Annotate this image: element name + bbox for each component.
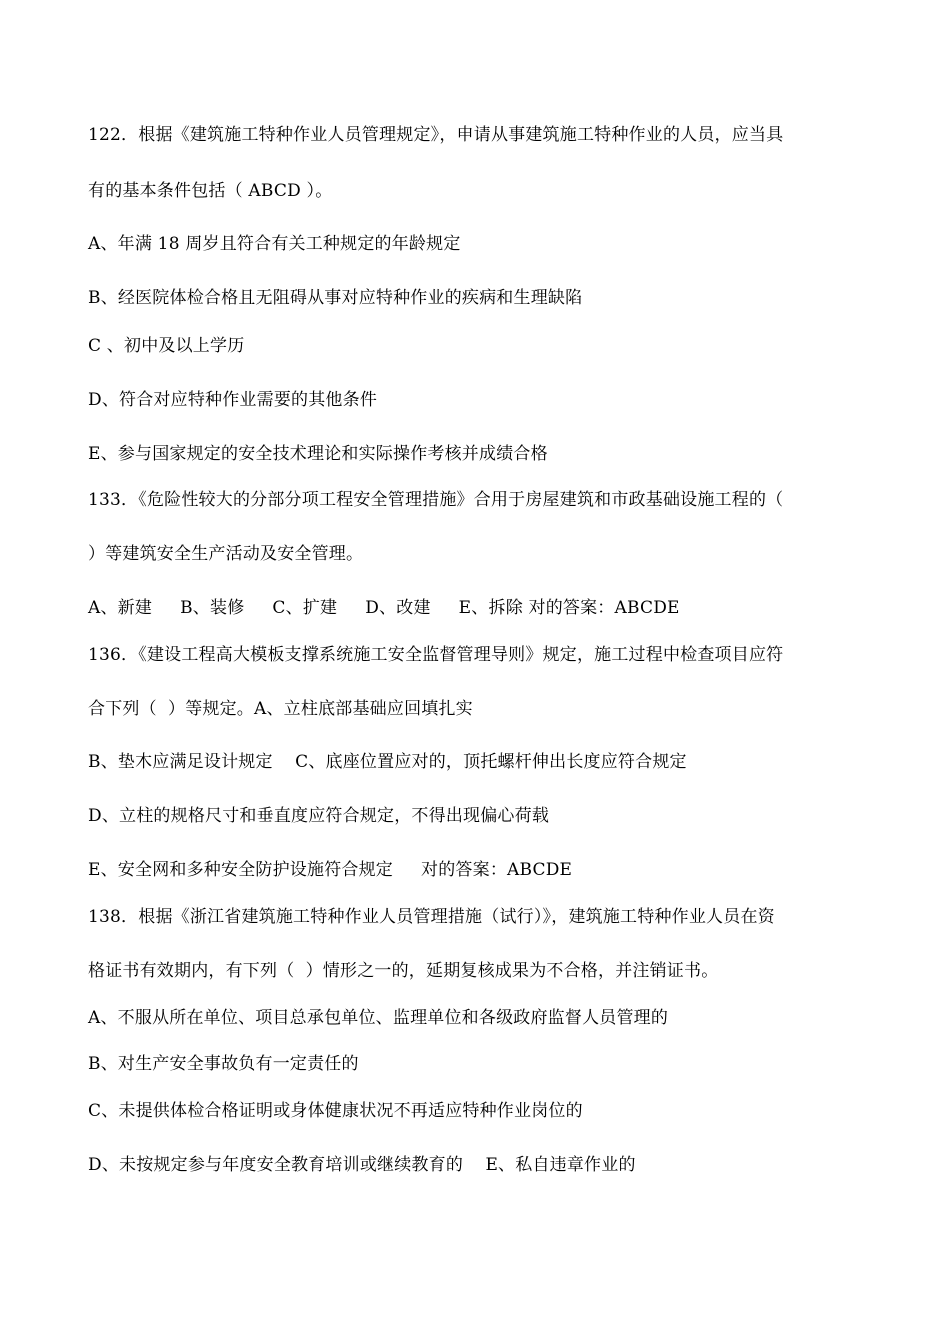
question-136-option-e: E、安全网和多种安全防护设施符合规定 对的答案：ABCDE [88,860,573,880]
question-122-line-1: 122．根据《建筑施工特种作业人员管理规定》，申请从事建筑施工特种作业的人员，应当具 [88,125,784,145]
question-133-line-1: 133．《危险性较大的分部分项工程安全管理措施》合用于房屋建筑和市政基础设施工程的（ [88,490,784,510]
question-122-option-c: C 、初中及以上学历 [88,336,245,356]
question-133-options: A、新建 B、装修 C、扩建 D、改建 E、拆除 对的答案：ABCDE [88,598,680,618]
question-136-line-1: 136．《建设工程高大模板支撑系统施工安全监督管理导则》规定，施工过程中检查项目应符 [88,645,784,665]
question-138-line-1: 138．根据《浙江省建筑施工特种作业人员管理措施（试行）》，建筑施工特种作业人员在资 [88,907,775,927]
question-136-option-d: D、立柱的规格尺寸和垂直度应符合规定，不得出现偏心荷载 [88,806,550,826]
question-138-options-de: D、未按规定参与年度安全教育培训或继续教育的 E、私自违章作业的 [88,1155,636,1175]
question-138-line-2: 格证书有效期内，有下列（ ）情形之一的，延期复核成果为不合格，并注销证书。 [88,961,719,981]
question-122-line-2: 有的基本条件包括（ ABCD ）。 [88,181,333,201]
question-136-options-bc: B、垫木应满足设计规定 C、底座位置应对的，顶托螺杆伸出长度应符合规定 [88,752,687,772]
question-138-option-a: A、不服从所在单位、项目总承包单位、监理单位和各级政府监督人员管理的 [88,1008,669,1028]
question-138-option-b: B、对生产安全事故负有一定责任的 [88,1054,359,1074]
question-122-option-a: A、年满 18 周岁且符合有关工种规定的年龄规定 [88,234,461,254]
question-136-line-2: 合下列（ ）等规定。A、立柱底部基础应回填扎实 [88,699,473,719]
question-138-option-c: C、未提供体检合格证明或身体健康状况不再适应特种作业岗位的 [88,1101,583,1121]
question-133-line-2: ）等建筑安全生产活动及安全管理。 [88,544,364,564]
question-122-option-d: D、符合对应特种作业需要的其他条件 [88,390,378,410]
question-122-option-e: E、参与国家规定的安全技术理论和实际操作考核并成绩合格 [88,444,548,464]
question-122-option-b: B、经医院体检合格且无阻碍从事对应特种作业的疾病和生理缺陷 [88,288,583,308]
